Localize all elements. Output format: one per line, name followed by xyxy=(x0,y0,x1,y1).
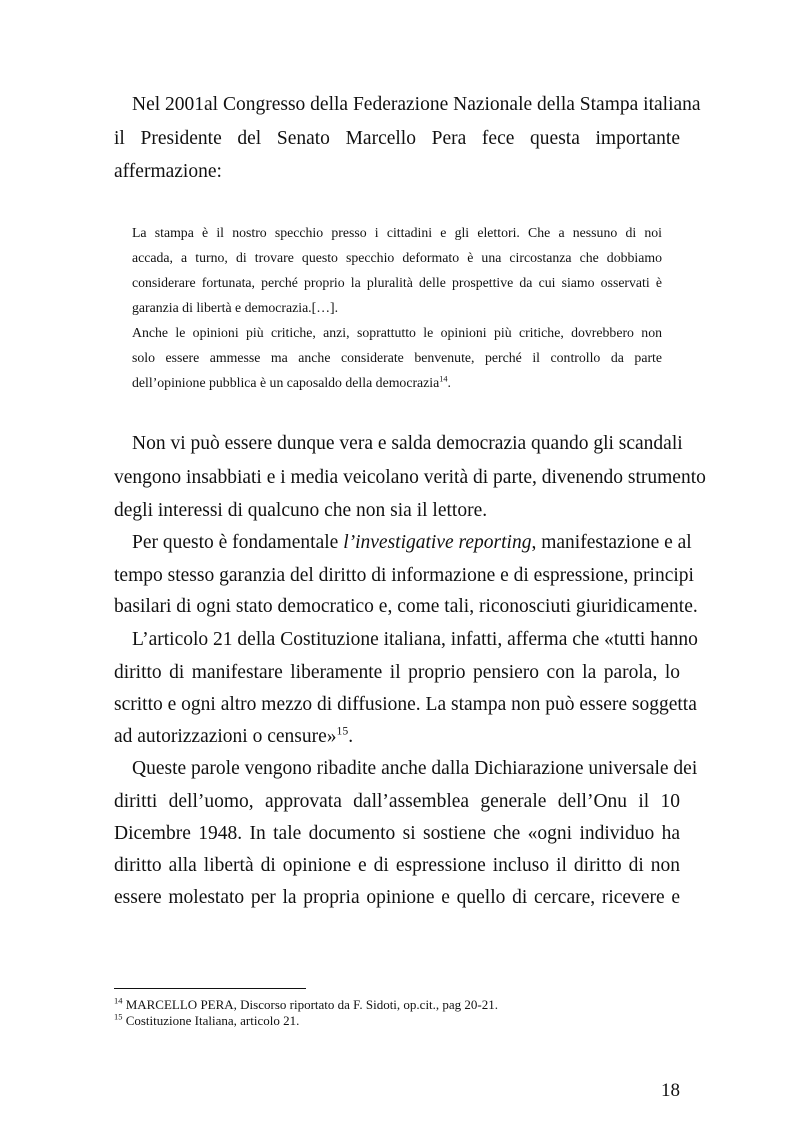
paragraph-5-line-5: essere molestato per la propria opinione e quello di cercare, ricevere e xyxy=(114,887,680,908)
investigative-reporting-term: l’investigative reporting xyxy=(343,532,532,553)
quote-line-2: accada, a turno, di trovare questo specchio deformato è una circostanza che dobbiamo xyxy=(132,250,662,265)
footnote-15-text: Costituzione Italiana, articolo 21. xyxy=(122,1013,300,1028)
paragraph-1-line-3: affermazione: xyxy=(114,161,222,182)
quote-line-5: Anche le opinioni più critiche, anzi, soprattutto le opinioni più critiche, dovrebbero non xyxy=(132,325,662,340)
quote-line-4: garanzia di libertà e democrazia.[…]. xyxy=(132,300,339,315)
footnote-15 xyxy=(114,1013,299,1029)
paragraph-5-line-1: Queste parole vengono ribadite anche dalla Dichiarazione universale dei xyxy=(132,758,698,779)
quote-line-7 xyxy=(132,374,662,392)
paragraph-2-line-2: vengono insabbiati e i media veicolano verità di parte, divenendo strumento xyxy=(114,467,706,488)
paragraph-4-line-1: L’articolo 21 della Costituzione italiana, infatti, afferma che «tutti hanno xyxy=(132,629,698,650)
paragraph-3-line-1 xyxy=(132,531,692,555)
page-number: 18 xyxy=(661,1080,680,1101)
paragraph-4-line-4-text: ad autorizzazioni o censure» xyxy=(114,726,337,747)
paragraph-5-line-3: Dicembre 1948. In tale documento si sostiene che «ogni individuo ha xyxy=(114,823,680,844)
footnote-14-number: 14 xyxy=(114,995,123,1006)
paragraph-1-line-1: Nel 2001al Congresso della Federazione Nazionale della Stampa italiana xyxy=(132,94,701,115)
footnote-ref-14: 14 xyxy=(439,374,448,384)
paragraph-2-line-3: degli interessi di qualcuno che non sia il lettore. xyxy=(114,500,488,521)
quote-line-7-text: dell’opinione pubblica è un caposaldo della democrazia xyxy=(132,375,440,390)
paragraph-3-line-1-after: , manifestazione e al xyxy=(531,532,692,553)
paragraph-3-line-3: basilari di ogni stato democratico e, come tali, riconosciuti giuridicamente. xyxy=(114,596,698,617)
paragraph-4-line-2: diritto di manifestare liberamente il proprio pensiero con la parola, lo xyxy=(114,662,680,683)
paragraph-2-line-1: Non vi può essere dunque vera e salda democrazia quando gli scandali xyxy=(132,433,683,454)
paragraph-4-line-3: scritto e ogni altro mezzo di diffusione. La stampa non può essere soggetta xyxy=(114,694,697,715)
quote-line-1: La stampa è il nostro specchio presso i cittadini e gli elettori. Che a nessuno di noi xyxy=(132,225,662,240)
paragraph-5-line-2: diritti dell’uomo, approvata dall’assemblea generale dell’Onu il 10 xyxy=(114,791,680,812)
paragraph-3-line-2: tempo stesso garanzia del diritto di informazione e di espressione, principi xyxy=(114,565,694,586)
quote-line-3: considerare fortunata, perché proprio la pluralità delle prospettive da cui siamo osservati è xyxy=(132,275,662,290)
footnote-14-text: MARCELLO PERA, Discorso riportato da F. Sidoti, op.cit., pag 20-21. xyxy=(122,997,499,1012)
paragraph-1-line-2: il Presidente del Senato Marcello Pera fece questa importante xyxy=(114,128,680,149)
paragraph-4-line-4 xyxy=(114,725,680,749)
footnote-separator xyxy=(114,988,306,989)
footnote-14 xyxy=(114,997,498,1013)
paragraph-5-line-4: diritto alla libertà di opinione e di espressione incluso il diritto di non xyxy=(114,855,680,876)
quote-line-7-end: . xyxy=(447,375,451,390)
quote-line-6: solo essere ammesse ma anche considerate benvenute, perché il controllo da parte xyxy=(132,350,662,365)
footnote-15-number: 15 xyxy=(114,1011,123,1022)
footnote-ref-15: 15 xyxy=(336,724,349,738)
paragraph-3-line-1-before: Per questo è fondamentale xyxy=(132,532,344,553)
paragraph-4-line-4-end: . xyxy=(348,726,354,747)
